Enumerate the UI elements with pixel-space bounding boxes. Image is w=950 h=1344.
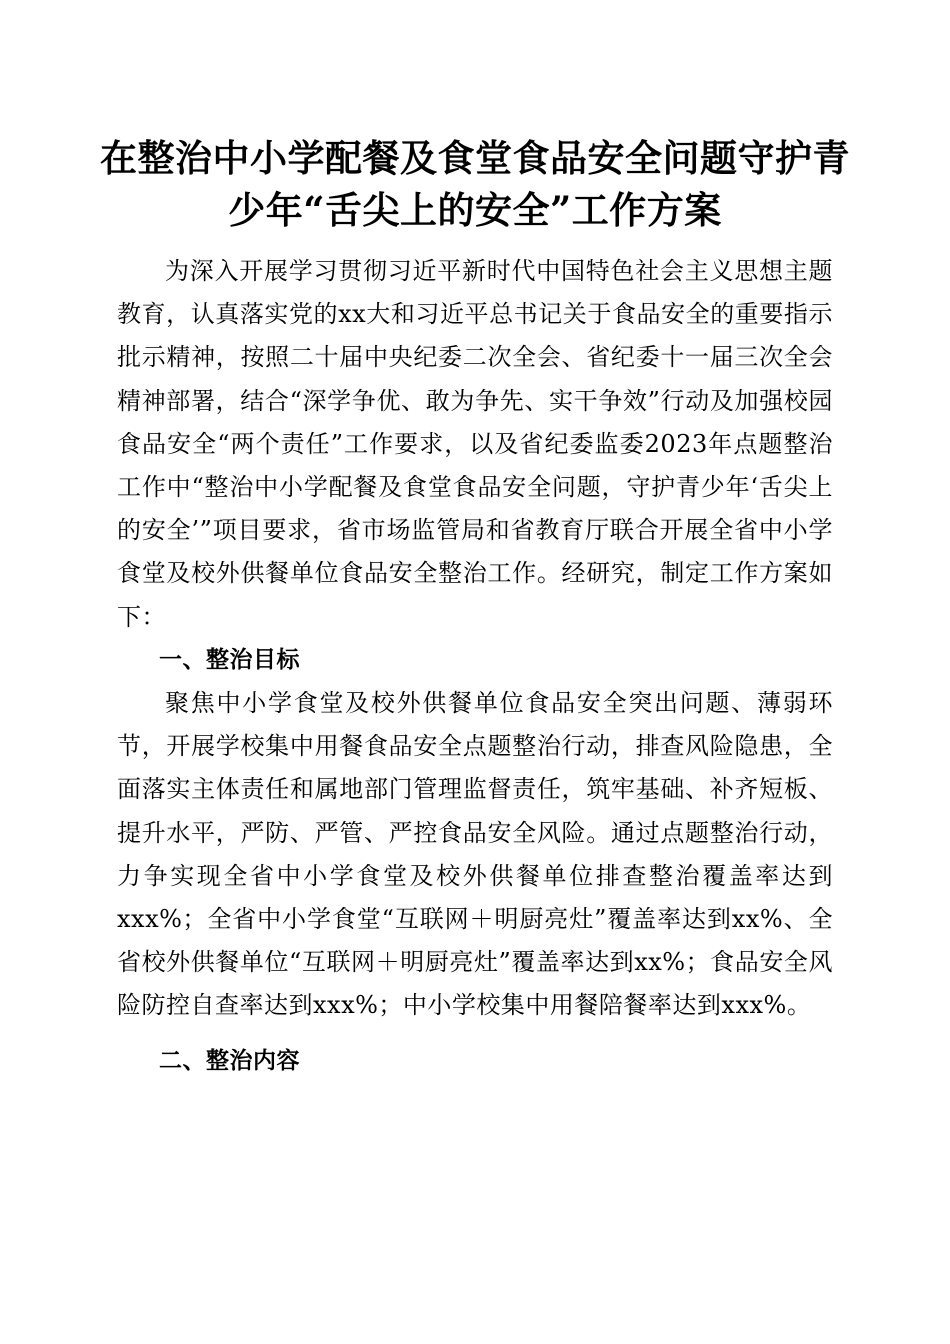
goals-paragraph: 聚焦中小学食堂及校外供餐单位食品安全突出问题、薄弱环节，开展学校集中用餐食品安全点题整治行动，排查风险隐患，全面落实主体责任和属地部门管理监督责任，筑牢基础、补齐短板、提升水平，严防、严管、严控食品安全风险。通过点题整治行动，力争实现全省中小学食堂及校外供餐单位排查整治覆盖率达到xxx%；全省中小学食堂“互联网＋明厨亮灶”覆盖率达到xx%、全省校外供餐单位“互联网＋明厨亮灶”覆盖率达到xx%；食品安全风险防控自查率达到xxx%；中小学校集中用餐陪餐率达到xxx%。 xyxy=(117,689,833,1020)
section-heading-goals: 一、整治目标 xyxy=(159,646,300,673)
document-title: 在整治中小学配餐及食堂食品安全问题守护青少年“舌尖上的安全”工作方案 xyxy=(100,136,850,232)
section-heading-content: 二、整治内容 xyxy=(159,1047,300,1074)
intro-paragraph: 为深入开展学习贯彻习近平新时代中国特色社会主义思想主题教育，认真落实党的xx大和习近平总书记关于食品安全的重要指示批示精神，按照二十届中央纪委二次全会、省纪委十一届三次全会精神部署，结合“深学争优、敢为争先、实干争效”行动及加强校园食品安全“两个责任”工作要求，以及省纪委监委2023年点题整治工作中“整治中小学配餐及食堂食品安全问题，守护青少年‘舌尖上的安全’”项目要求，省市场监管局和省教育厅联合开展全省中小学食堂及校外供餐单位食品安全整治工作。经研究，制定工作方案如下： xyxy=(117,257,833,631)
document-body xyxy=(117,250,833,1083)
